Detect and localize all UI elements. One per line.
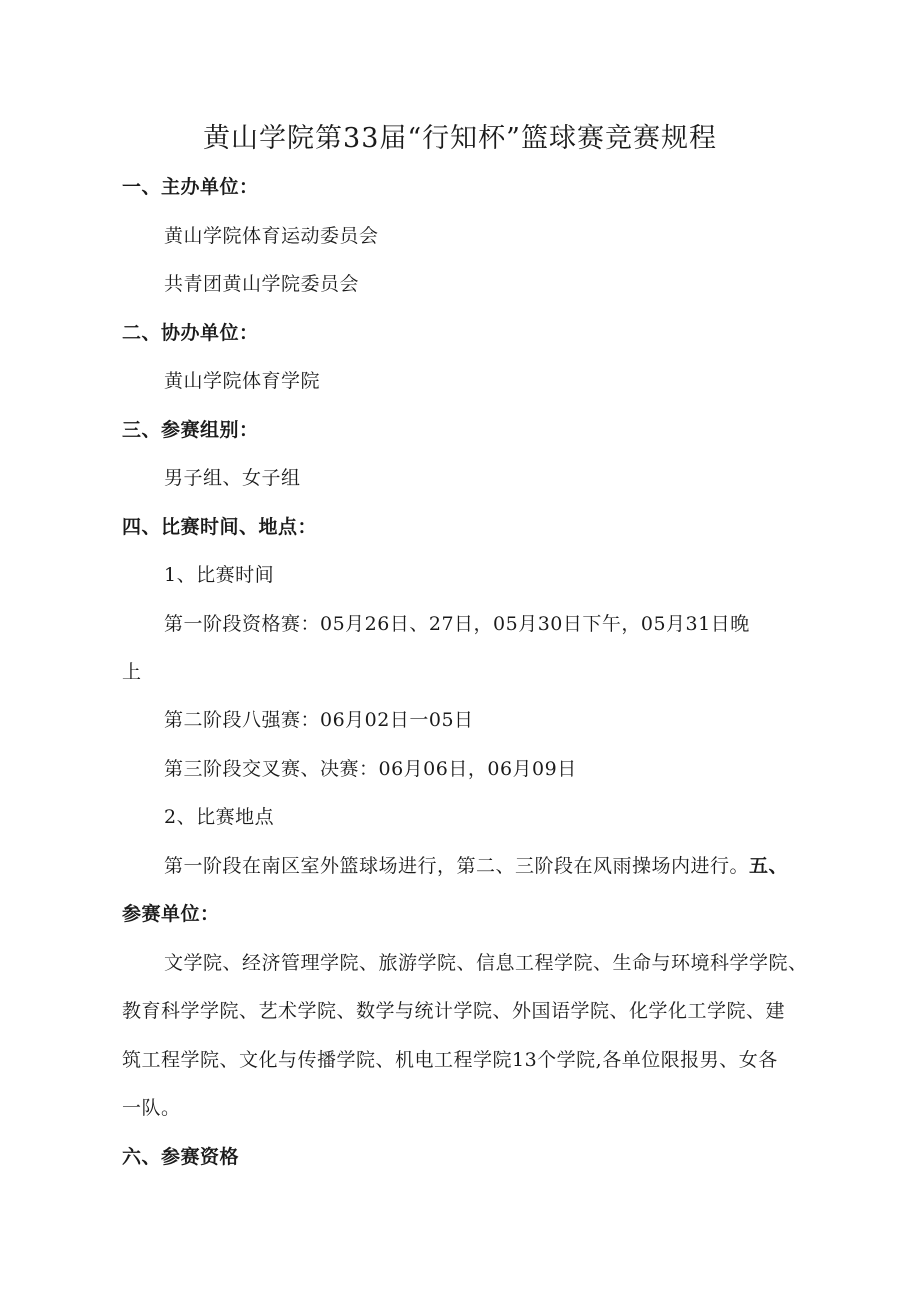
stage-1-schedule-continued: 上	[122, 661, 142, 683]
organizer-1: 黄山学院体育运动委员会	[164, 225, 379, 247]
schedule-subheading: 1、比赛时间	[164, 564, 275, 586]
section-2-heading: 二、协办单位：	[122, 322, 259, 344]
participants-line-3: 筑工程学院、文化与传播学院、机电工程学院13个学院,各单位限报男、女各	[122, 1049, 778, 1071]
participants-line-4: 一队。	[122, 1097, 181, 1119]
section-4-heading: 四、比赛时间、地点：	[122, 516, 318, 538]
organizer-2: 共青团黄山学院委员会	[164, 273, 360, 295]
stage-3-schedule: 第三阶段交叉赛、决赛：06月06日，06月09日	[164, 758, 577, 780]
stage-1-schedule: 第一阶段资格赛：05月26日、27日，05月30日下午，05月31日晚	[164, 613, 750, 635]
participants-line-1: 文学院、经济管理学院、旅游学院、信息工程学院、生命与环境科学学院、	[164, 952, 808, 974]
venue-description: 第一阶段在南区室外篮球场进行，第二、三阶段在风雨操场内进行。	[164, 855, 750, 877]
section-5-heading: 参赛单位：	[122, 903, 220, 925]
section-6-heading: 六、参赛资格	[122, 1146, 240, 1168]
stage-2-schedule: 第二阶段八强赛：06月02日一05日	[164, 709, 474, 731]
co-organizer-1: 黄山学院体育学院	[164, 370, 321, 392]
section-1-heading: 一、主办单位：	[122, 176, 259, 198]
document-title: 黄山学院第33届“行知杯”篮球赛竞赛规程	[203, 123, 717, 154]
venue-subheading: 2、比赛地点	[164, 806, 275, 828]
section-3-heading: 三、参赛组别：	[122, 419, 259, 441]
venue-text	[164, 853, 788, 879]
groups-text: 男子组、女子组	[164, 467, 301, 489]
participants-line-2: 教育科学学院、艺术学院、数学与统计学院、外国语学院、化学化工学院、建	[122, 1000, 786, 1022]
section-5-heading-number: 五、	[749, 855, 789, 877]
